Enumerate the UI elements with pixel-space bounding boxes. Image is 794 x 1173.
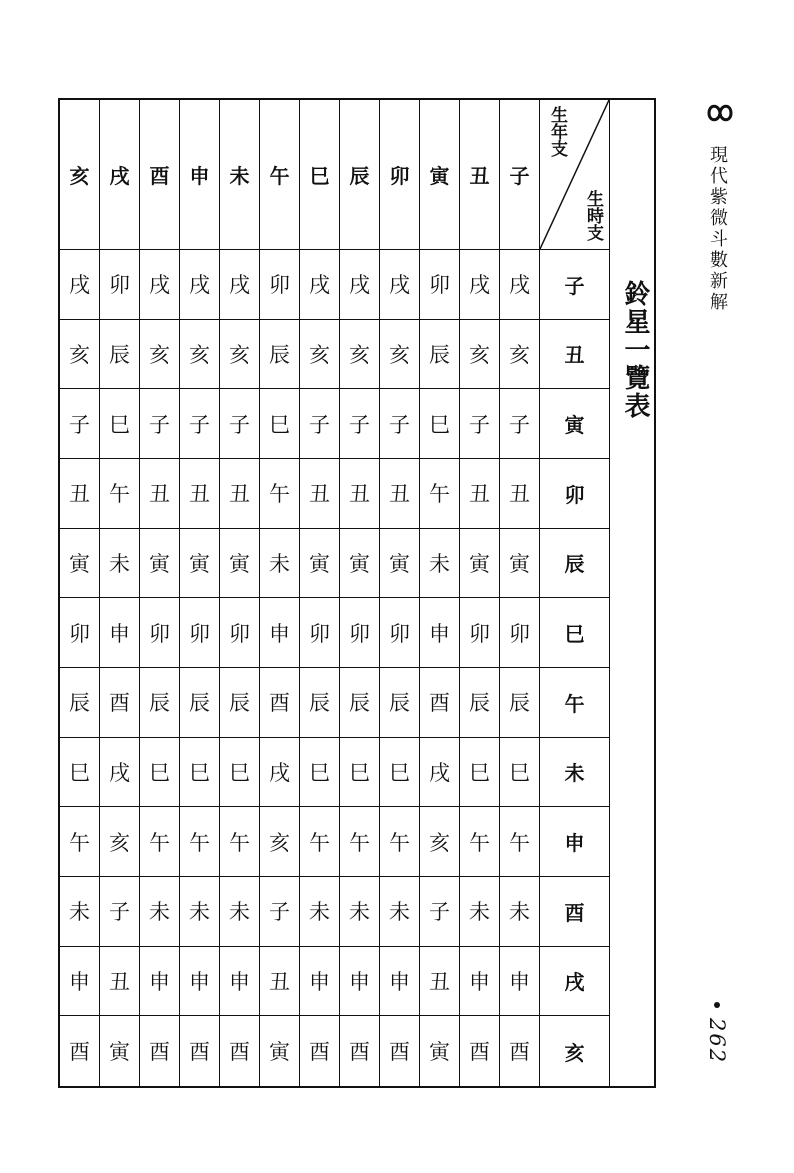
table-cell: 未 (260, 529, 300, 599)
table-cell: 午 (140, 807, 180, 877)
table-cell: 申 (140, 947, 180, 1017)
row-label: 午 (540, 668, 610, 738)
corner-top-label: 生年支 (547, 106, 567, 157)
table-cell: 寅 (220, 529, 260, 599)
table-cell: 申 (60, 947, 100, 1017)
table-cell: 未 (60, 877, 100, 947)
table-cell: 亥 (260, 807, 300, 877)
corner-bottom-label: 生時支 (583, 190, 603, 241)
table-cell: 戌 (420, 738, 460, 808)
table-cell: 亥 (100, 807, 140, 877)
table-cell: 辰 (140, 668, 180, 738)
table-cell: 午 (260, 459, 300, 529)
table-cell: 巳 (60, 738, 100, 808)
bell-star-table (60, 100, 610, 1086)
table-cell: 酉 (180, 1016, 220, 1086)
table-cell: 巳 (180, 738, 220, 808)
column-header: 辰 (340, 100, 380, 250)
row-label: 巳 (540, 598, 610, 668)
table-cell: 辰 (260, 320, 300, 390)
table-cell: 申 (260, 598, 300, 668)
table-cell: 戌 (260, 738, 300, 808)
table-cell: 卯 (140, 598, 180, 668)
table-cell: 丑 (180, 459, 220, 529)
table-cell: 午 (420, 459, 460, 529)
table-cell: 申 (460, 947, 500, 1017)
row-label: 丑 (540, 320, 610, 390)
table-cell: 丑 (460, 459, 500, 529)
table-cell: 戌 (140, 250, 180, 320)
table-cell: 未 (180, 877, 220, 947)
table-cell: 卯 (340, 598, 380, 668)
table-cell: 亥 (420, 807, 460, 877)
row-label: 寅 (540, 389, 610, 459)
column-header: 酉 (140, 100, 180, 250)
table-cell: 巳 (340, 738, 380, 808)
table-cell: 子 (60, 389, 100, 459)
table-cell: 未 (500, 877, 540, 947)
table-cell: 丑 (380, 459, 420, 529)
table-cell: 寅 (500, 529, 540, 599)
table-cell: 子 (140, 389, 180, 459)
row-label: 未 (540, 738, 610, 808)
table-cell: 丑 (300, 459, 340, 529)
table-cell: 戌 (500, 250, 540, 320)
table-cell: 巳 (300, 738, 340, 808)
table-cell: 寅 (420, 1016, 460, 1086)
table-cell: 寅 (260, 1016, 300, 1086)
table-cell: 午 (500, 807, 540, 877)
table-cell: 未 (460, 877, 500, 947)
table-cell: 申 (420, 598, 460, 668)
table-cell: 卯 (220, 598, 260, 668)
table-cell: 寅 (100, 1016, 140, 1086)
table-cell: 寅 (300, 529, 340, 599)
table-cell: 酉 (220, 1016, 260, 1086)
column-header: 亥 (60, 100, 100, 250)
column-header: 未 (220, 100, 260, 250)
table-cell: 午 (340, 807, 380, 877)
table-cell: 申 (100, 598, 140, 668)
row-label: 酉 (540, 877, 610, 947)
table-cell: 戌 (460, 250, 500, 320)
table-cell: 午 (300, 807, 340, 877)
table-cell: 巳 (500, 738, 540, 808)
table-cell: 寅 (460, 529, 500, 599)
table-cell: 卯 (380, 598, 420, 668)
table-cell: 戌 (380, 250, 420, 320)
table-cell: 午 (60, 807, 100, 877)
book-title: 現代紫微斗數新解 (707, 145, 728, 313)
table-cell: 申 (300, 947, 340, 1017)
table-cell: 寅 (60, 529, 100, 599)
table-cell: 酉 (420, 668, 460, 738)
table-cell: 辰 (220, 668, 260, 738)
table-cell: 亥 (60, 320, 100, 390)
column-header: 子 (500, 100, 540, 250)
table-cell: 亥 (380, 320, 420, 390)
table-cell: 辰 (100, 320, 140, 390)
table-cell: 子 (300, 389, 340, 459)
table-cell: 亥 (460, 320, 500, 390)
table-cell: 辰 (420, 320, 460, 390)
table-cell: 午 (180, 807, 220, 877)
table-cell: 未 (100, 529, 140, 599)
table-cell: 申 (380, 947, 420, 1017)
table-cell: 丑 (220, 459, 260, 529)
row-label: 亥 (540, 1016, 610, 1086)
table-cell: 未 (220, 877, 260, 947)
table-cell: 子 (180, 389, 220, 459)
table-cell: 子 (220, 389, 260, 459)
table-cell: 酉 (300, 1016, 340, 1086)
column-header: 申 (180, 100, 220, 250)
table-cell: 丑 (340, 459, 380, 529)
table-cell: 亥 (340, 320, 380, 390)
table-cell: 未 (300, 877, 340, 947)
table-cell: 午 (100, 459, 140, 529)
table-cell: 巳 (380, 738, 420, 808)
table-cell: 卯 (300, 598, 340, 668)
table-cell: 辰 (300, 668, 340, 738)
table-cell: 未 (420, 529, 460, 599)
table-title: 鈴星一覽表 (620, 280, 650, 420)
table-cell: 亥 (180, 320, 220, 390)
table-cell: 丑 (140, 459, 180, 529)
table-cell: 丑 (500, 459, 540, 529)
table-cell: 申 (220, 947, 260, 1017)
table-cell: 巳 (420, 389, 460, 459)
table-cell: 辰 (180, 668, 220, 738)
table-cell: 巳 (220, 738, 260, 808)
table-cell: 辰 (500, 668, 540, 738)
table-cell: 酉 (260, 668, 300, 738)
table-cell: 酉 (140, 1016, 180, 1086)
table-cell: 申 (500, 947, 540, 1017)
corner-header (540, 100, 610, 250)
table-cell: 寅 (180, 529, 220, 599)
table-cell: 巳 (460, 738, 500, 808)
table-cell: 子 (260, 877, 300, 947)
table-cell: 亥 (300, 320, 340, 390)
table-cell: 酉 (60, 1016, 100, 1086)
table-cell: 卯 (260, 250, 300, 320)
table-cell: 未 (380, 877, 420, 947)
table-cell: 子 (460, 389, 500, 459)
row-label: 申 (540, 807, 610, 877)
page-number: 262 (705, 1018, 729, 1065)
column-header: 午 (260, 100, 300, 250)
row-label: 卯 (540, 459, 610, 529)
table-cell: 申 (340, 947, 380, 1017)
table-cell: 戌 (180, 250, 220, 320)
table-cell: 卯 (500, 598, 540, 668)
table-cell: 巳 (260, 389, 300, 459)
table-cell: 亥 (140, 320, 180, 390)
table-cell: 子 (100, 877, 140, 947)
table-cell: 丑 (100, 947, 140, 1017)
table-cell: 申 (180, 947, 220, 1017)
table-cell: 卯 (100, 250, 140, 320)
interlocking-knot-icon (705, 98, 735, 128)
table-cell: 午 (380, 807, 420, 877)
table-cell: 子 (340, 389, 380, 459)
table-cell: 戌 (300, 250, 340, 320)
table-cell: 子 (420, 877, 460, 947)
table-cell: 辰 (60, 668, 100, 738)
column-header: 戌 (100, 100, 140, 250)
table-cell: 未 (340, 877, 380, 947)
table-cell: 丑 (420, 947, 460, 1017)
table-cell: 巳 (100, 389, 140, 459)
table-cell: 卯 (420, 250, 460, 320)
table-cell: 酉 (340, 1016, 380, 1086)
table-cell: 午 (460, 807, 500, 877)
table-cell: 午 (220, 807, 260, 877)
table-frame (58, 98, 656, 1088)
table-cell: 卯 (60, 598, 100, 668)
table-cell: 辰 (380, 668, 420, 738)
column-header: 丑 (460, 100, 500, 250)
table-cell: 寅 (380, 529, 420, 599)
table-cell: 戌 (340, 250, 380, 320)
table-cell: 子 (500, 389, 540, 459)
table-cell: 戌 (100, 738, 140, 808)
table-cell: 丑 (60, 459, 100, 529)
page-dot (714, 1002, 720, 1008)
table-cell: 戌 (60, 250, 100, 320)
table-cell: 酉 (100, 668, 140, 738)
column-header: 寅 (420, 100, 460, 250)
row-label: 戌 (540, 947, 610, 1017)
row-label: 子 (540, 250, 610, 320)
table-cell: 子 (380, 389, 420, 459)
table-cell: 巳 (140, 738, 180, 808)
table-cell: 卯 (180, 598, 220, 668)
table-cell: 亥 (500, 320, 540, 390)
table-cell: 亥 (220, 320, 260, 390)
table-cell: 寅 (340, 529, 380, 599)
table-cell: 戌 (220, 250, 260, 320)
table-cell: 辰 (340, 668, 380, 738)
table-cell: 丑 (260, 947, 300, 1017)
column-header: 巳 (300, 100, 340, 250)
table-cell: 卯 (460, 598, 500, 668)
column-header: 卯 (380, 100, 420, 250)
row-label: 辰 (540, 529, 610, 599)
table-cell: 寅 (140, 529, 180, 599)
table-cell: 辰 (460, 668, 500, 738)
table-cell: 酉 (380, 1016, 420, 1086)
table-cell: 未 (140, 877, 180, 947)
table-cell: 酉 (460, 1016, 500, 1086)
table-cell: 酉 (500, 1016, 540, 1086)
